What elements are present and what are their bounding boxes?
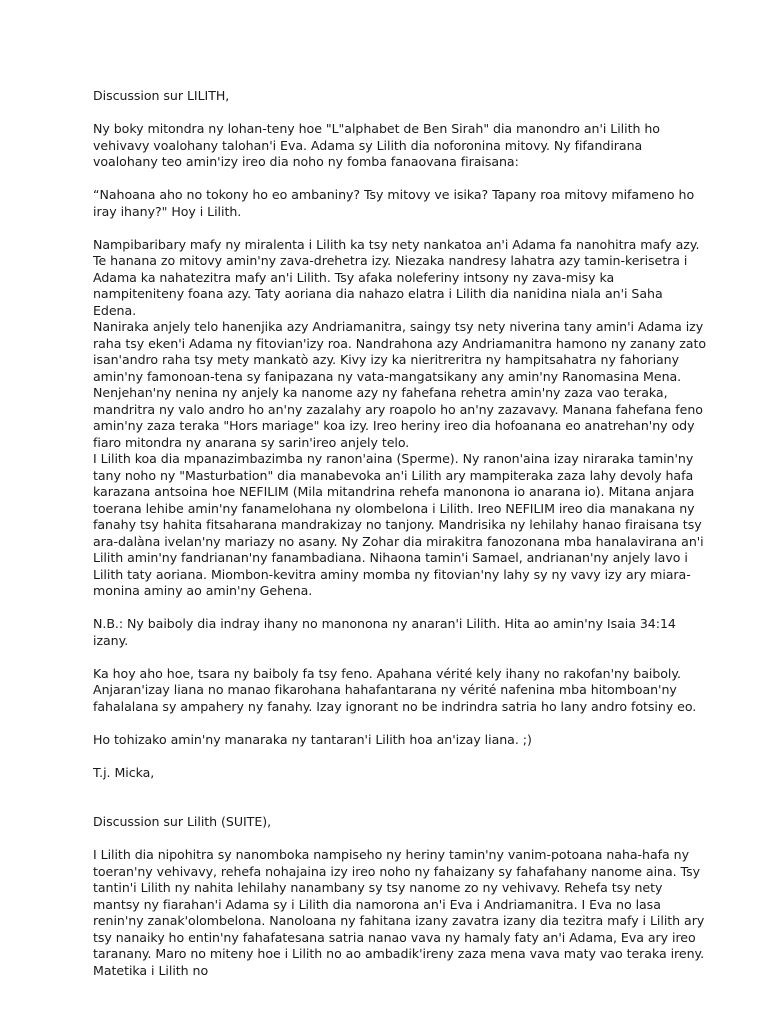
paragraph-note: N.B.: Ny baiboly dia indray ihany no manonona ny anaran'i Lilith. Hita ao amin'ny Isaia 34:14 izany.	[93, 616, 676, 648]
paragraph-bible: Ka hoy aho hoe, tsara ny baiboly fa tsy feno. Apahana vérité kely ihany no rakofan'ny baiboly. Anjaran'izay liana no manao fikarohana hahafantarana ny vérité nafenina mba hitomboan'ny fahalalana sy ampahery ny fanahy. Izay ignorant no be indrindra satria ho lany andro fotsiny eo.	[93, 665, 697, 714]
paragraph-angels: Naniraka anjely telo hanenjika azy Andriamanitra, saingy tsy nety niverina tany amin'i Adama izy raha tsy eken'i Adama ny fitovian'izy roa. Nandrahona azy Andriamanitra hamono ny zanany zato isan'andro raha tsy mety mankatò azy. Kivy izy ka nieritreritra ny hampitsahatra ny fahoriany amin'ny famonoan-tena sy fanipazana ny vata-mangatsikany any amin'ny Ranomasina Mena. Nenjehan'ny nenina ny anjely ka nanome azy ny fahefana rehetra amin'ny zaza vao teraka, mandritra ny valo andro ho an'ny zazalahy ary roapolo ho an'ny zazavavy. Manana fahefana feno amin'ny zaza teraka "Hors mariage" koa izy. Ireo heriny ireo dia hofoanana eo anatrehan'ny ody fiaro mitondra ny anarana sy sarin'ireo anjely telo.	[93, 319, 707, 450]
paragraph-intro: Ny boky mitondra ny lohan-teny hoe "L"alphabet de Ben Sirah" dia manondro an'i Lilith ho vehivavy voalohany talohan'i Eva. Adama sy Lilith dia noforonina mitovy. Ny fifandirana voalohany teo amin'izy ireo dia noho ny fomba fanaovana firaisana:	[93, 121, 660, 169]
paragraph-lilith-flight: Nampibaribary mafy ny miralenta i Lilith ka tsy nety nankatoa an'i Adama fa nanohitra mafy azy. Te hanana zo mitovy amin'ny zava-drehetra izy. Niezaka nandresy lahatra azy tamin-kerisetra i Adama ka nahatezitra mafy an'i Lilith. Tsy afaka noleferiny intsony ny zava-misy ka nampiteniteny foana azy. Taty aoriana dia nahazo elatra i Lilith dia nanidina niala an'i Saha Edena.	[93, 236, 700, 318]
paragraph-quote: “Nahoana aho no tokony ho eo ambaniny? Tsy mitovy ve isika? Tapany roa mitovy mifameno ho iray ihany?" Hoy i Lilith.	[93, 187, 695, 219]
paragraph-suite: I Lilith dia nipohitra sy nanomboka nampiseho ny heriny tamin'ny vanim-potoana naha-hafa ny toeran'ny vehivavy, rehefa nohajaina izy ireo noho ny fahaizany sy fahafahany nanome aina. Tsy tantin'i Lilith ny nahita lehilahy nanambany sy tsy nanome zo ny vehivavy. Rehefa tsy nety mantsy ny fiarahan'i Adama sy i Lilith dia namorona an'i Eva i Andriamanitra. I Eva no lasa renin'ny zanak'olombelona. Nanoloana ny fahitana izany zavatra izany dia tezitra mafy i Lilith ary tsy nanaiky ho entin'ny fahafatesana satria nanao vava ny hamaly faty an'i Adama, Eva ary ireo taranany. Maro no miteny hoe i Lilith no ao ambadik'ireny zaza mena vava maty vao teraka ireny. Matetika i Lilith no	[93, 847, 705, 978]
paragraph-nefilim: I Lilith koa dia mpanazimbazimba ny ranon'aina (Sperme). Ny ranon'aina izay niraraka tamin'ny tany noho ny "Masturbation" dia manabevoka an'i Lilith ary mampiteraka zaza lahy devoly hafa karazana antsoina hoe NEFILIM (Mila mitandrina rehefa manonona io anarana io). Mitana anjara toerana lehibe amin'ny fanamelohana ny olombelona i Lilith. Ireo NEFILIM ireo dia manakana ny fanahy tsy hahita fitsaharana mandrakizay no tanjony. Mandrisika ny lehilahy hanao firaisana tsy ara-dalàna ivelan'ny mariazy no asany. Ny Zohar dia mirakitra fanozonana mba hanalavirana an'i Lilith amin'ny fandrianan'ny fanambadiana. Nihaona tamin'i Samael, andrianan'ny anjely lavo i Lilith taty aoriana. Miombon-kevitra aminy momba ny fitovian'ny lahy sy ny vavy izy ary miara-monina aminy ao amin'ny Gehena.	[93, 451, 704, 598]
heading-discussion: Discussion sur LILITH,	[93, 88, 230, 103]
spacer	[93, 798, 708, 815]
heading-discussion-suite: Discussion sur Lilith (SUITE),	[93, 814, 272, 829]
paragraph-continue: Ho tohizako amin'ny manaraka ny tantaran'i Lilith hoa an'izay liana. ;)	[93, 731, 532, 747]
signature: T.j. Micka,	[93, 764, 155, 780]
